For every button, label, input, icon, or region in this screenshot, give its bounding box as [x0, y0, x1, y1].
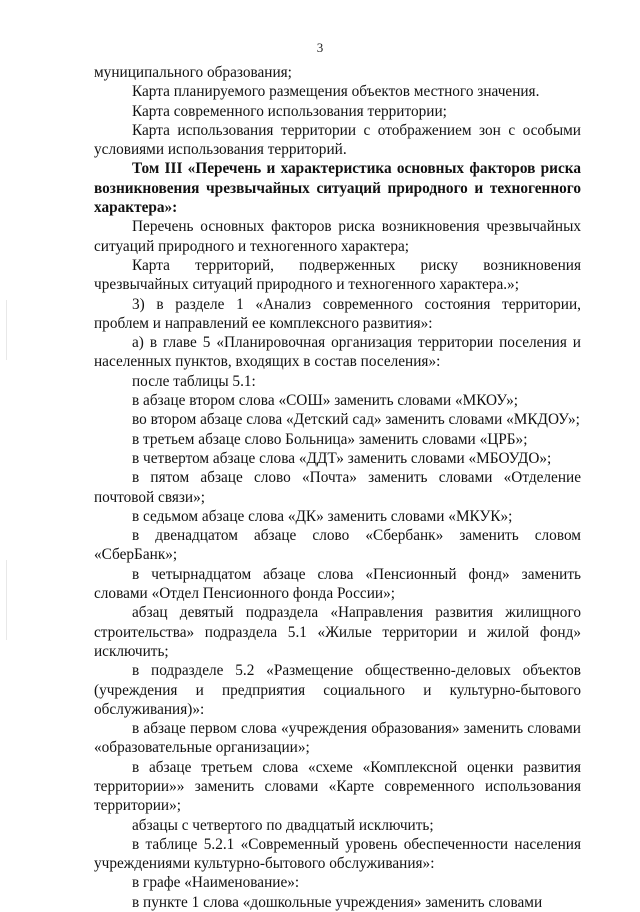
paragraph: 3) в разделе 1 «Анализ современного состояния территории, проблем и направлений ее комплексного развития»: [94, 295, 581, 332]
paragraph: в пятом абзаце слово «Почта» заменить словами «Отделение почтовой связи»; [94, 469, 581, 506]
paragraph: в седьмом абзаце слова «ДК» заменить словами «МКУК»; [132, 507, 513, 525]
paragraph: абзацы с четвертого по двадцатый исключить; [132, 816, 434, 834]
paragraph: Перечень основных факторов риска возникновения чрезвычайных ситуаций природного и техногенного характера; [94, 218, 581, 255]
paragraph: в абзаце третьем слова «схеме «Комплексной оценки развития территории»» заменить словами «Карте современного использования территории»; [94, 758, 581, 815]
paragraph: в двенадцатом абзаце слово «Сбербанк» заменить словом «СберБанк»; [94, 527, 581, 564]
paragraph: а) в главе 5 «Планировочная организация территории поселения и населенных пунктов, входящих в состав поселения»: [94, 334, 581, 371]
paragraph: муниципального образования; [94, 64, 292, 81]
paragraph: после таблицы 5.1: [132, 372, 256, 390]
scan-margin-mark [6, 560, 7, 640]
page-number: 3 [316, 40, 324, 55]
paragraph: в четвертом абзаце слова «ДДТ» заменить словами «МБОУДО»; [132, 449, 552, 467]
paragraph: в графе «Наименование»: [132, 874, 300, 892]
paragraph: Карта использования территории с отображением зон с особыми условиями использования территорий. [94, 121, 581, 159]
paragraph: в третьем абзаце слово Больница» заменить словами «ЦРБ»; [132, 430, 528, 448]
paragraph: во втором абзаце слова «Детский сад» заменить словами «МКДОУ»; [132, 411, 580, 429]
scan-margin-mark [6, 300, 7, 360]
paragraph: в абзаце первом слова «учреждения образования» заменить словами «образовательные организации»; [94, 720, 581, 757]
document-body [94, 63, 581, 912]
paragraph: в абзаце втором слова «СОШ» заменить словами «МКОУ»; [132, 392, 518, 410]
paragraph: в четырнадцатом абзаце слова «Пенсионный фонд» заменить словами «Отдел Пенсионного фонда России»; [94, 565, 581, 603]
paragraph: абзац девятый подраздела «Направления развития жилищного строительства» подраздела 5.1 «Жилые территории и жилой фонд» исключить; [94, 604, 581, 660]
paragraph: в подразделе 5.2 «Размещение общественно-деловых объектов (учреждения и предприятия социального и культурно-бытового обслуживания)»: [94, 662, 581, 718]
paragraph: Карта планируемого размещения объектов местного значения. [132, 83, 540, 101]
paragraph: в таблице 5.2.1 «Современный уровень обеспеченности населения учреждениями культурно-бытового обслуживания»: [94, 835, 581, 873]
paragraph: Карта территорий, подверженных риску возникновения чрезвычайных ситуаций природного и техногенного характера.»; [94, 256, 581, 294]
section-heading: Том III «Перечень и характеристика основных факторов риска возникновения чрезвычайных ситуаций природного и техногенного характера»: [94, 160, 581, 217]
paragraph: в пункте 1 слова «дошкольные учреждения» заменить словами [132, 893, 543, 911]
paragraph: Карта современного использования территории; [132, 102, 447, 120]
